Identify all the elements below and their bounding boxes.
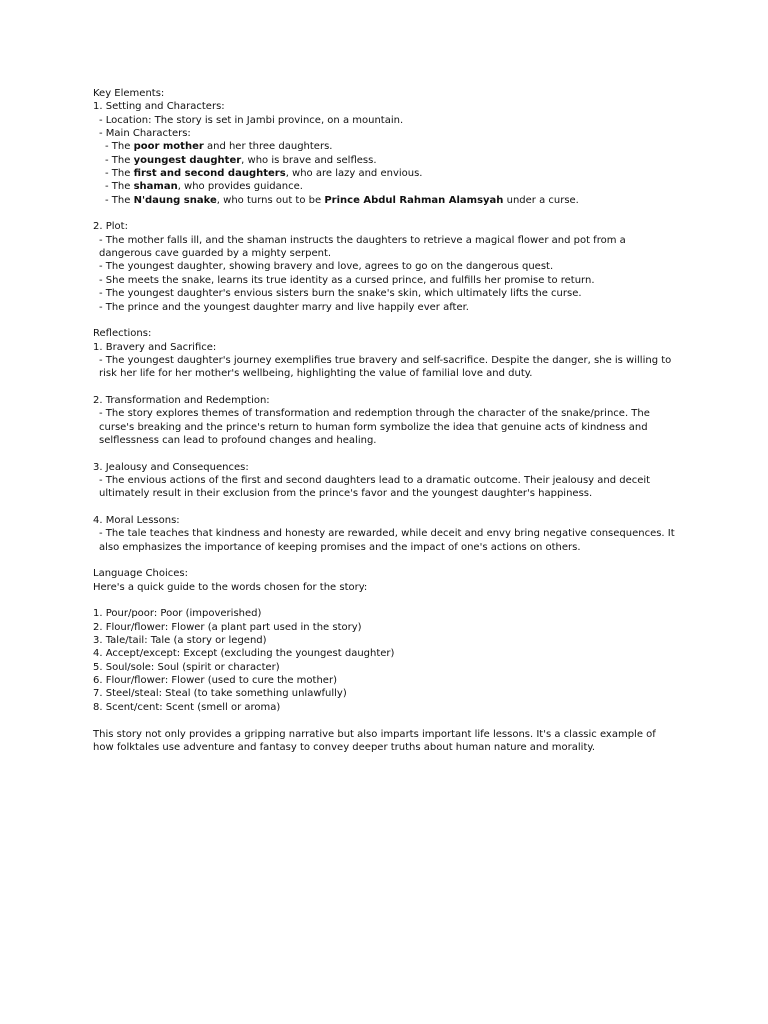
reflections-heading: Reflections:	[93, 328, 152, 340]
reflection-text: - The story explores themes of transformation and redemption through the character of the snake/prince. The curse's breaking and the prince's return to human form symbolize the idea that genuine acts of kindness and selflessness can lead to profound changes and healing.	[99, 408, 654, 446]
reflection-title: 3. Jealousy and Consequences:	[93, 461, 249, 473]
key-elements-heading: Key Elements:	[93, 88, 165, 99]
setting-characters-heading: 1. Setting and Characters:	[93, 101, 225, 113]
plot-point: - The mother falls ill, and the shaman instructs the daughters to retrieve a magical flower and pot from a dangerous cave guarded by a mighty serpent.	[99, 234, 629, 260]
reflection-title: 4. Moral Lessons:	[93, 515, 180, 526]
spacer	[93, 554, 678, 567]
main-characters-heading: - Main Characters:	[99, 128, 191, 140]
plot-point: - She meets the snake, learns its true identity as a cursed prince, and fulfills her promise to return.	[99, 274, 595, 286]
language-item: 4. Accept/except: Except (excluding the youngest daughter)	[93, 648, 395, 660]
spacer	[93, 501, 678, 514]
reflection-title: 1. Bravery and Sacrifice:	[93, 341, 217, 353]
language-item: 2. Flour/flower: Flower (a plant part used in the story)	[93, 621, 362, 633]
spacer	[93, 714, 678, 727]
character-item: - The first and second daughters, who are lazy and envious.	[105, 168, 423, 180]
reflection-title: 2. Transformation and Redemption:	[93, 394, 270, 406]
spacer	[93, 207, 678, 220]
language-item: 6. Flour/flower: Flower (used to cure the mother)	[93, 675, 337, 687]
character-item: - The youngest daughter, who is brave and selfless.	[105, 154, 377, 166]
language-item: 8. Scent/cent: Scent (smell or aroma)	[93, 701, 281, 713]
plot-heading: 2. Plot:	[93, 221, 128, 233]
spacer	[93, 381, 678, 394]
conclusion-paragraph: This story not only provides a gripping narrative but also imparts important life lessons. It's a classic example of how folktales use adventure and fantasy to convey deeper truths about human nature and morality.	[93, 728, 659, 753]
language-heading: Language Choices:	[93, 568, 188, 580]
language-item: 3. Tale/tail: Tale (a story or legend)	[93, 635, 267, 647]
spacer	[93, 594, 678, 607]
character-item: - The poor mother and her three daughters.	[105, 141, 333, 153]
spacer	[93, 447, 678, 460]
spacer	[93, 314, 678, 327]
location-line: - Location: The story is set in Jambi province, on a mountain.	[99, 114, 404, 126]
character-item: - The N'daung snake, who turns out to be Prince Abdul Rahman Alamsyah under a curse.	[105, 194, 579, 206]
character-item: - The shaman, who provides guidance.	[105, 181, 303, 193]
reflection-text: - The youngest daughter's journey exemplifies true bravery and self-sacrifice. Despite the danger, she is willing to risk her life for her mother's wellbeing, highlighting the value of familial love and duty.	[99, 354, 675, 380]
plot-point: - The youngest daughter's envious sisters burn the snake's skin, which ultimately lifts the curse.	[99, 288, 582, 300]
language-item: 7. Steel/steal: Steal (to take something unlawfully)	[93, 688, 347, 700]
reflection-text: - The tale teaches that kindness and honesty are rewarded, while deceit and envy bring negative consequences. It also emphasizes the importance of keeping promises and the impact of one's actions on others.	[99, 528, 678, 553]
language-item: 1. Pour/poor: Poor (impoverished)	[93, 608, 262, 620]
plot-point: - The prince and the youngest daughter marry and live happily ever after.	[99, 301, 469, 313]
reflection-text: - The envious actions of the first and second daughters lead to a dramatic outcome. Their jealousy and deceit ultimately result in their exclusion from the prince's favor and the youngest daughter's happiness.	[99, 474, 654, 500]
document-body	[93, 87, 678, 754]
language-item: 5. Soul/sole: Soul (spirit or character)	[93, 661, 280, 673]
plot-point: - The youngest daughter, showing bravery and love, agrees to go on the dangerous quest.	[99, 261, 554, 273]
language-intro: Here's a quick guide to the words chosen for the story:	[93, 581, 368, 593]
